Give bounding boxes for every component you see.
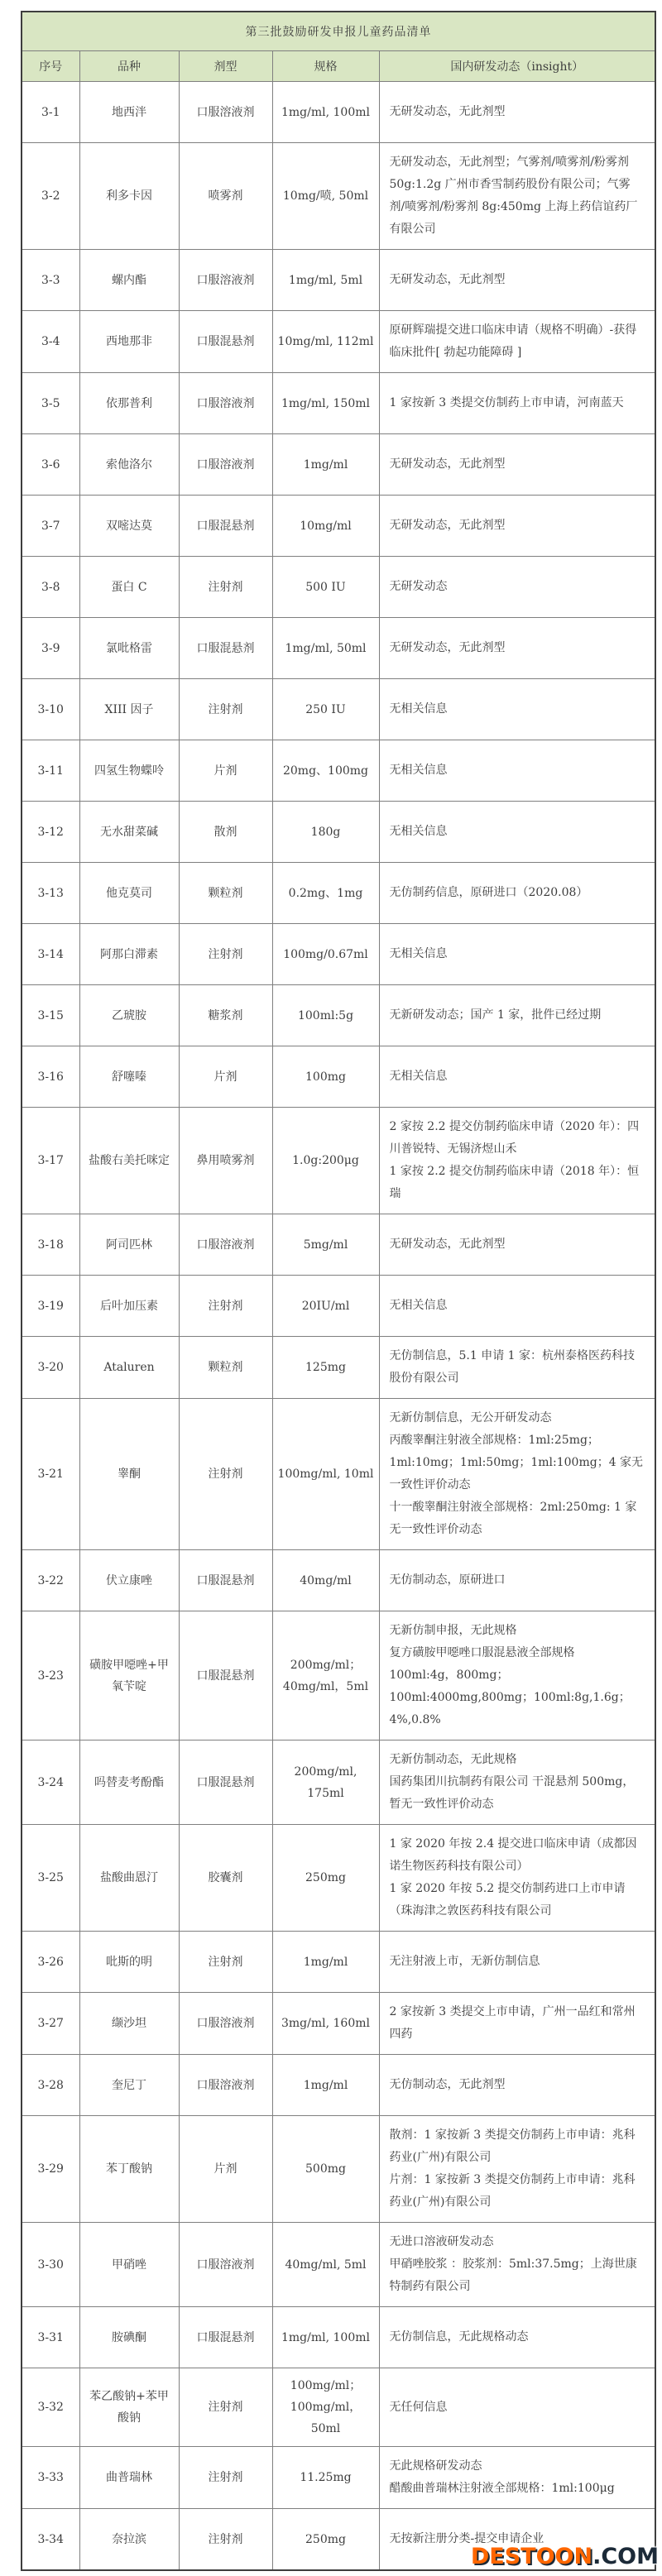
column-header-4: 规格 [272,51,379,82]
table-row [22,1932,655,1993]
spec-cell: 5mg/ml [272,1214,379,1276]
insight-paragraph: 无研发动态，无此剂型 [389,273,506,286]
table-row [22,1550,655,1611]
insight-paragraph: 无注射液上市，无新仿制信息 [389,1955,540,1968]
spec-cell: 20IU/ml [272,1276,379,1337]
row-id-cell: 3-4 [22,311,79,373]
insight-cell [379,2223,655,2307]
dosage-form-cell: 注射剂 [179,2447,272,2509]
insight-cell [379,434,655,496]
row-id-cell: 3-18 [22,1214,79,1276]
row-id-cell: 3-7 [22,496,79,557]
drug-name-cell: 甲硝唑 [79,2223,179,2307]
insight-paragraph: 无此规格研发动态 [389,2459,482,2473]
insight-paragraph: 无相关信息 [389,702,448,716]
table-row [22,82,655,143]
row-id-cell: 3-26 [22,1932,79,1993]
insight-paragraph: 甲硝唑胶浆 ：胶浆剂：5ml:37.5mg；上海世康特制药有限公司 [389,2258,637,2293]
table-row [22,373,655,434]
insight-cell [379,740,655,802]
insight-paragraph: 无研发动态，无此剂型 [389,1238,506,1251]
row-id-cell: 3-31 [22,2307,79,2368]
table-row [22,618,655,679]
drug-name-cell: 阿司匹林 [79,1214,179,1276]
table-row [22,1825,655,1932]
insight-paragraph: 无新仿制动态，无此规格 [389,1753,517,1766]
spec-cell: 100mg [272,1046,379,1108]
insight-paragraph: 无新仿制信息，无公开研发动态 [389,1411,552,1424]
drug-name-cell: 盐酸右美托咪定 [79,1108,179,1214]
watermark-brand: DESTOON [470,2544,593,2569]
dosage-form-cell: 口服溶液剂 [179,2055,272,2116]
row-id-cell: 3-5 [22,373,79,434]
insight-cell [379,863,655,924]
spec-cell: 0.2mg、1mg [272,863,379,924]
table-row [22,1993,655,2055]
drug-name-cell: 盐酸曲恩汀 [79,1825,179,1932]
table-row [22,985,655,1046]
spec-cell: 200mg/ml；40mg/ml，5ml [272,1611,379,1740]
row-id-cell: 3-17 [22,1108,79,1214]
spec-cell: 500 IU [272,557,379,618]
insight-cell [379,679,655,740]
spec-cell: 20mg、100mg [272,740,379,802]
table-row [22,740,655,802]
insight-cell [379,1337,655,1399]
dosage-form-cell: 口服溶液剂 [179,2223,272,2307]
dosage-form-cell: 喷雾剂 [179,143,272,250]
column-header-5: 国内研发动态（insight） [379,51,655,82]
table-title: 第三批鼓励研发申报儿童药品清单 [22,12,655,51]
insight-paragraph: 无相关信息 [389,1299,448,1312]
spec-cell: 250mg [272,2509,379,2571]
dosage-form-cell: 口服溶液剂 [179,250,272,311]
insight-paragraph: 无仿制信息，5.1 申请 1 家：杭州泰格医药科技股份有限公司 [389,1349,636,1385]
drug-name-cell: 奎尼丁 [79,2055,179,2116]
insight-paragraph: 无任何信息 [389,2400,448,2414]
drug-name-cell: 苯丁酸钠 [79,2116,179,2223]
insight-paragraph: 无研发动态，无此剂型 [389,519,506,532]
insight-paragraph: 无进口溶液研发动态 [389,2235,494,2248]
table-row [22,1399,655,1550]
row-id-cell: 3-22 [22,1550,79,1611]
dosage-form-cell: 口服溶液剂 [179,1993,272,2055]
spec-cell: 1mg/ml [272,1932,379,1993]
spec-cell: 10mg/ml [272,496,379,557]
drug-name-cell: 索他洛尔 [79,434,179,496]
insight-paragraph: 无新研发动态；国产 1 家，批件已经过期 [389,1008,602,1022]
insight-paragraph: 1 家按新 3 类提交仿制药上市申请，河南蓝天 [389,396,624,409]
insight-paragraph: 无相关信息 [389,825,448,838]
drug-name-cell: 吡斯的明 [79,1932,179,1993]
table-row [22,557,655,618]
dosage-form-cell: 散剂 [179,802,272,863]
insight-paragraph: 丙酸睾酮注射液全部规格：1ml:25mg；1ml:10mg；1ml:50mg；1ml:100mg；4 家无一致性评价动态 [389,1434,644,1491]
row-id-cell: 3-1 [22,82,79,143]
drug-name-cell: 蛋白 C [79,557,179,618]
row-id-cell: 3-33 [22,2447,79,2509]
dosage-form-cell: 口服混悬剂 [179,496,272,557]
insight-cell [379,1740,655,1825]
row-id-cell: 3-9 [22,618,79,679]
insight-paragraph: 无相关信息 [389,1070,448,1083]
row-id-cell: 3-27 [22,1993,79,2055]
drug-name-cell: 螺内酯 [79,250,179,311]
insight-cell [379,1932,655,1993]
insight-paragraph: 1 家按 2.2 提交仿制药临床申请（2018 年）：恒瑞 [389,1165,640,1200]
table-row [22,679,655,740]
insight-cell [379,2116,655,2223]
row-id-cell: 3-20 [22,1337,79,1399]
insight-cell [379,496,655,557]
row-id-cell: 3-2 [22,143,79,250]
dosage-form-cell: 口服溶液剂 [179,1214,272,1276]
insight-paragraph: 无研发动态，无此剂型 [389,457,506,471]
table-row [22,250,655,311]
row-id-cell: 3-23 [22,1611,79,1740]
drug-name-cell: 利多卡因 [79,143,179,250]
dosage-form-cell: 片剂 [179,1046,272,1108]
drug-name-cell: 氯吡格雷 [79,618,179,679]
spec-cell: 10mg/喷, 50ml [272,143,379,250]
table-row [22,924,655,985]
table-row [22,1276,655,1337]
spec-cell: 1mg/ml [272,2055,379,2116]
dosage-form-cell: 口服混悬剂 [179,1740,272,1825]
spec-cell: 500mg [272,2116,379,2223]
dosage-form-cell: 口服混悬剂 [179,1611,272,1740]
dosage-form-cell: 口服混悬剂 [179,1550,272,1611]
insight-cell [379,1993,655,2055]
insight-cell [379,250,655,311]
spec-cell: 180g [272,802,379,863]
dosage-form-cell: 注射剂 [179,2368,272,2447]
table-row [22,863,655,924]
drug-name-cell: 地西泮 [79,82,179,143]
spec-cell: 1mg/ml [272,434,379,496]
row-id-cell: 3-11 [22,740,79,802]
spec-cell: 40mg/ml [272,1550,379,1611]
insight-cell [379,1825,655,1932]
drug-name-cell: 无水甜菜碱 [79,802,179,863]
table-row [22,496,655,557]
insight-paragraph: 无仿制动态，无此剂型 [389,2078,506,2091]
insight-paragraph: 无新仿制申报，无此规格 [389,1624,517,1637]
table-row [22,2447,655,2509]
spec-cell: 1mg/ml, 150ml [272,373,379,434]
insight-paragraph: 无相关信息 [389,947,448,960]
insight-cell [379,1550,655,1611]
row-id-cell: 3-8 [22,557,79,618]
insight-cell [379,985,655,1046]
drug-name-cell: 阿那白滞素 [79,924,179,985]
table-row [22,434,655,496]
drug-name-cell: 曲普瑞林 [79,2447,179,2509]
drug-name-cell: 苯乙酸钠+苯甲酸钠 [79,2368,179,2447]
spec-cell: 3mg/ml, 160ml [272,1993,379,2055]
table-row [22,311,655,373]
insight-cell [379,2447,655,2509]
insight-cell [379,1399,655,1550]
row-id-cell: 3-24 [22,1740,79,1825]
insight-paragraph: 无仿制信息，无此规格动态 [389,2330,529,2344]
drug-name-cell: 双嘧达莫 [79,496,179,557]
drug-name-cell: 后叶加压素 [79,1276,179,1337]
column-header-row [22,51,655,82]
drug-name-cell: Ataluren [79,1337,179,1399]
insight-paragraph: 国药集团川抗制药有限公司 干混悬剂 500mg，暂无一致性评价动态 [389,1775,635,1811]
dosage-form-cell: 口服溶液剂 [179,373,272,434]
insight-cell [379,802,655,863]
table-row [22,2368,655,2447]
spec-cell: 11.25mg [272,2447,379,2509]
table-row [22,2116,655,2223]
row-id-cell: 3-13 [22,863,79,924]
row-id-cell: 3-25 [22,1825,79,1932]
spec-cell: 1mg/ml, 100ml [272,2307,379,2368]
table-row [22,802,655,863]
row-id-cell: 3-3 [22,250,79,311]
insight-cell [379,311,655,373]
row-id-cell: 3-10 [22,679,79,740]
drug-name-cell: 睾酮 [79,1399,179,1550]
table-row [22,1740,655,1825]
drug-name-cell: 西地那非 [79,311,179,373]
row-id-cell: 3-32 [22,2368,79,2447]
insight-paragraph: 无仿制药信息，原研进口（2020.08） [389,886,588,899]
title-row [22,12,655,51]
spec-cell: 200mg/ml, 175ml [272,1740,379,1825]
table-row [22,1611,655,1740]
column-header-3: 剂型 [179,51,272,82]
dosage-form-cell: 口服混悬剂 [179,311,272,373]
insight-cell [379,1276,655,1337]
insight-cell [379,2368,655,2447]
insight-paragraph: 原研辉瑞提交进口临床申请（规格不明确）-获得临床批件[ 勃起功能障碍 ] [389,323,637,359]
insight-paragraph: 1 家 2020 年按 2.4 提交进口临床申请（成都因诺生物医药科技有限公司） [389,1837,637,1873]
insight-paragraph: 无研发动态 [389,580,448,593]
drug-name-cell: 吗替麦考酚酯 [79,1740,179,1825]
insight-cell [379,143,655,250]
dosage-form-cell: 胶囊剂 [179,1825,272,1932]
drug-name-cell: 缬沙坦 [79,1993,179,2055]
insight-paragraph: 无相关信息 [389,764,448,777]
table-row [22,1108,655,1214]
table-row [22,143,655,250]
insight-cell [379,1214,655,1276]
spec-cell: 250mg [272,1825,379,1932]
insight-paragraph: 无按新注册分类-提交申请企业 [389,2532,544,2545]
insight-cell [379,924,655,985]
drug-name-cell: 伏立康唑 [79,1550,179,1611]
spec-cell: 1mg/ml, 5ml [272,250,379,311]
insight-paragraph: 100ml:4g，800mg；100ml:4000mg,800mg；100ml:8g,1.6g；4%,0.8% [389,1669,631,1726]
spec-cell: 40mg/ml, 5ml [272,2223,379,2307]
drug-list-table [21,11,656,2571]
dosage-form-cell: 注射剂 [179,1932,272,1993]
row-id-cell: 3-28 [22,2055,79,2116]
drug-name-cell: 磺胺甲噁唑+甲氧苄啶 [79,1611,179,1740]
table-row [22,2307,655,2368]
row-id-cell: 3-6 [22,434,79,496]
dosage-form-cell: 注射剂 [179,557,272,618]
row-id-cell: 3-19 [22,1276,79,1337]
drug-name-cell: XIII 因子 [79,679,179,740]
dosage-form-cell: 颗粒剂 [179,863,272,924]
row-id-cell: 3-21 [22,1399,79,1550]
table-row [22,1046,655,1108]
insight-paragraph: 醋酸曲普瑞林注射液全部规格：1ml:100μg [389,2482,615,2495]
insight-cell [379,2307,655,2368]
insight-cell [379,1611,655,1740]
watermark-suffix: .COM [592,2544,659,2569]
insight-paragraph: 散剂：1 家按新 3 类提交仿制药上市申请：兆科药业(广州)有限公司 [389,2128,636,2164]
insight-paragraph: 片剂：1 家按新 3 类提交仿制药上市申请：兆科药业(广州)有限公司 [389,2173,636,2209]
spec-cell: 100mg/0.67ml [272,924,379,985]
spec-cell: 1mg/ml, 50ml [272,618,379,679]
dosage-form-cell: 注射剂 [179,2509,272,2571]
row-id-cell: 3-12 [22,802,79,863]
spec-cell: 100ml:5g [272,985,379,1046]
column-header-2: 品种 [79,51,179,82]
insight-paragraph: 无仿制动态，原研进口 [389,1573,506,1587]
row-id-cell: 3-15 [22,985,79,1046]
destoon-watermark [471,2545,659,2568]
dosage-form-cell: 颗粒剂 [179,1337,272,1399]
insight-cell [379,557,655,618]
insight-paragraph: 无研发动态，无此剂型 [389,641,506,654]
dosage-form-cell: 口服溶液剂 [179,82,272,143]
row-id-cell: 3-14 [22,924,79,985]
spec-cell: 100mg/ml, 10ml [272,1399,379,1550]
dosage-form-cell: 注射剂 [179,679,272,740]
drug-name-cell: 乙琥胺 [79,985,179,1046]
insight-paragraph: 2 家按 2.2 提交仿制药临床申请（2020 年）：四川普锐特、无锡济煜山禾 [389,1120,640,1156]
table-row [22,2055,655,2116]
insight-cell [379,2055,655,2116]
insight-cell [379,373,655,434]
insight-paragraph: 十一酸睾酮注射液全部规格：2ml:250mg: 1 家无一致性评价动态 [389,1501,637,1536]
drug-name-cell: 他克莫司 [79,863,179,924]
insight-paragraph: 复方磺胺甲噁唑口服混悬液全部规格 [389,1646,575,1659]
dosage-form-cell: 注射剂 [179,924,272,985]
dosage-form-cell: 片剂 [179,2116,272,2223]
row-id-cell: 3-29 [22,2116,79,2223]
drug-name-cell: 舒噻嗪 [79,1046,179,1108]
spec-cell: 10mg/ml, 112ml [272,311,379,373]
dosage-form-cell: 糖浆剂 [179,985,272,1046]
spec-cell: 250 IU [272,679,379,740]
dosage-form-cell: 注射剂 [179,1399,272,1550]
table-row [22,2223,655,2307]
spec-cell: 125mg [272,1337,379,1399]
table-row [22,1337,655,1399]
insight-paragraph: 1 家 2020 年按 5.2 提交仿制药进口上市申请（珠海津之敦医药科技有限公司 [389,1882,626,1918]
spec-cell: 1.0g:200μg [272,1108,379,1214]
row-id-cell: 3-34 [22,2509,79,2571]
spec-cell: 100mg/ml；100mg/ml，50ml [272,2368,379,2447]
dosage-form-cell: 鼻用喷雾剂 [179,1108,272,1214]
row-id-cell: 3-16 [22,1046,79,1108]
drug-name-cell: 奈拉滨 [79,2509,179,2571]
dosage-form-cell: 口服混悬剂 [179,618,272,679]
spec-cell: 1mg/ml, 100ml [272,82,379,143]
dosage-form-cell: 注射剂 [179,1276,272,1337]
drug-name-cell: 依那普利 [79,373,179,434]
drug-table-body [22,82,655,2571]
insight-paragraph: 无研发动态，无此剂型；气雾剂/喷雾剂/粉雾剂 50g:1.2g 广州市香雪制药股份有限公司；气雾剂/喷雾剂/粉雾剂 8g:450mg 上海上药信谊药厂有限公司 [389,156,638,236]
insight-cell [379,1108,655,1214]
dosage-form-cell: 口服混悬剂 [179,2307,272,2368]
row-id-cell: 3-30 [22,2223,79,2307]
insight-cell [379,618,655,679]
table-row [22,1214,655,1276]
drug-name-cell: 胺碘酮 [79,2307,179,2368]
dosage-form-cell: 片剂 [179,740,272,802]
column-header-1: 序号 [22,51,79,82]
dosage-form-cell: 口服溶液剂 [179,434,272,496]
insight-cell [379,82,655,143]
insight-cell [379,1046,655,1108]
drug-name-cell: 四氢生物蝶呤 [79,740,179,802]
insight-paragraph: 无研发动态，无此剂型 [389,105,506,118]
insight-paragraph: 2 家按新 3 类提交上市申请，广州一品红和常州四药 [389,2005,636,2041]
